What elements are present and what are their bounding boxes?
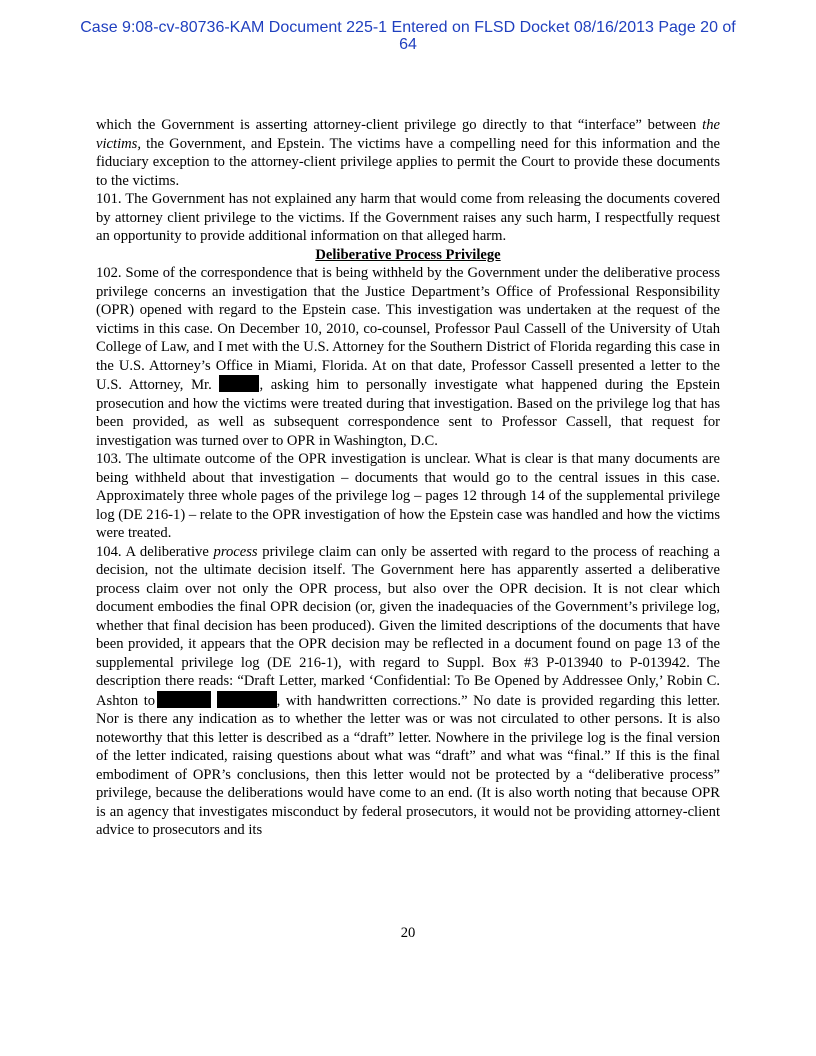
paragraph-text: privilege claim can only be asserted with regard to the process of reaching a decision, not the ultimate decision itself. The Government here has apparently asserted a deliberative process claim over not only the OPR process, but also over the OPR decision. It is not clear which document embodies the final OPR decision (or, given the inadequacies of the Government’s privilege log, whether that final decision has been produced). Given the limited descriptions of the documents that have been provided, it appears that the OPR decision may be reflected in a document found on page 13 of the supplemental privilege log (DE 216-1), with regard to Suppl. Box #3 P-013940 to P-013942. The description there reads: “Draft Letter, marked ‘Confidential: To Be Opened by Addressee Only,’ Robin C. Ashton to (96, 543, 721, 709)
paragraph-text: the Government, and Epstein. The victims have a compelling need for this information and the fiduciary exception to the attorney-client privilege applies to permit the Court to provide these documents to the victims. (96, 135, 720, 189)
redaction-block (217, 691, 277, 708)
emphasis-text: process (213, 543, 258, 560)
paragraph-103: 103. The ultimate outcome of the OPR investigation is unclear. What is clear is that many documents are being withheld about that investigation – documents that would go to the central issues in this case. Approximately three whole pages of the privilege log – pages 12 through 14 of the supplemental privilege log (DE 216-1) – relate to the OPR investigation of how the Epstein case was handled and how the victims were treated. (96, 451, 720, 541)
paragraph-102 (96, 264, 720, 450)
paragraph-text: which the Government is asserting attorney-client privilege go directly to that “interface” between (96, 117, 703, 133)
emphasis-text: the victims, (96, 117, 720, 152)
paragraph-text: 102. Some of the correspondence that is being withheld by the Government under the deliberative process privilege concerns an investigation that the Justice Department’s Office of Professional Responsibility (OPR) opened with regard to the Epstein case. This investigation was undertaken at the request of the victims in this case. On December 10, 2010, co-counsel, Professor Paul Cassell of the University of Utah College of Law, and I met with the U.S. Attorney for the Southern District of Florida regarding this case in the U.S. Attorney’s Office in Miami, Florida. At on that date, Professor Cassell presented a letter to the U.S. Attorney, Mr. (96, 265, 720, 393)
paragraph-104 (96, 543, 720, 840)
paragraph-101: 101. The Government has not explained any harm that would come from releasing the documents covered by attorney client privilege to the victims. If the Government raises any such harm, I respectfully request an opportunity to provide additional information on that alleged harm. (96, 191, 720, 244)
paragraph-text: , asking him to personally investigate what happened during the Epstein prosecution and how the victims were treated during that investigation. Based on the privilege log that has been provided, as well as subsequent correspondence sent to Professor Cassell, that request for investigation was turned over to OPR in Washington, D.C. (96, 377, 721, 449)
section-heading: Deliberative Process Privilege (315, 246, 501, 263)
docket-header (40, 19, 776, 53)
document-body (96, 116, 720, 840)
paragraph-text: 104. A deliberative (96, 543, 214, 560)
paragraph-continuation (96, 116, 720, 190)
paragraph-text: , with handwritten corrections.” No date is provided regarding this letter. Nor is there any indication as to whether the letter was or was not circulated to other persons. It is also noteworthy that this letter is described as a “draft” letter. Nowhere in the privilege log is the final version of the letter indicated, raising questions about what was “draft” and what was “final.” If this is the final embodiment of OPR’s conclusions, then this letter would not be protected by a “deliberative process” privilege, because the deliberations would have come to an end. (It is also worth noting that because OPR is an agency that investigates misconduct by federal prosecutors, it would not be providing attorney-client advice to prosecutors and its (96, 692, 720, 838)
docket-header-line1: Case 9:08-cv-80736-KAM Document 225-1 Entered on FLSD Docket 08/16/2013 Page 20 of (80, 19, 736, 36)
docket-header-line2: 64 (399, 36, 417, 53)
redaction-block (157, 691, 211, 708)
page-number: 20 (400, 925, 416, 941)
redaction-block (219, 375, 259, 392)
